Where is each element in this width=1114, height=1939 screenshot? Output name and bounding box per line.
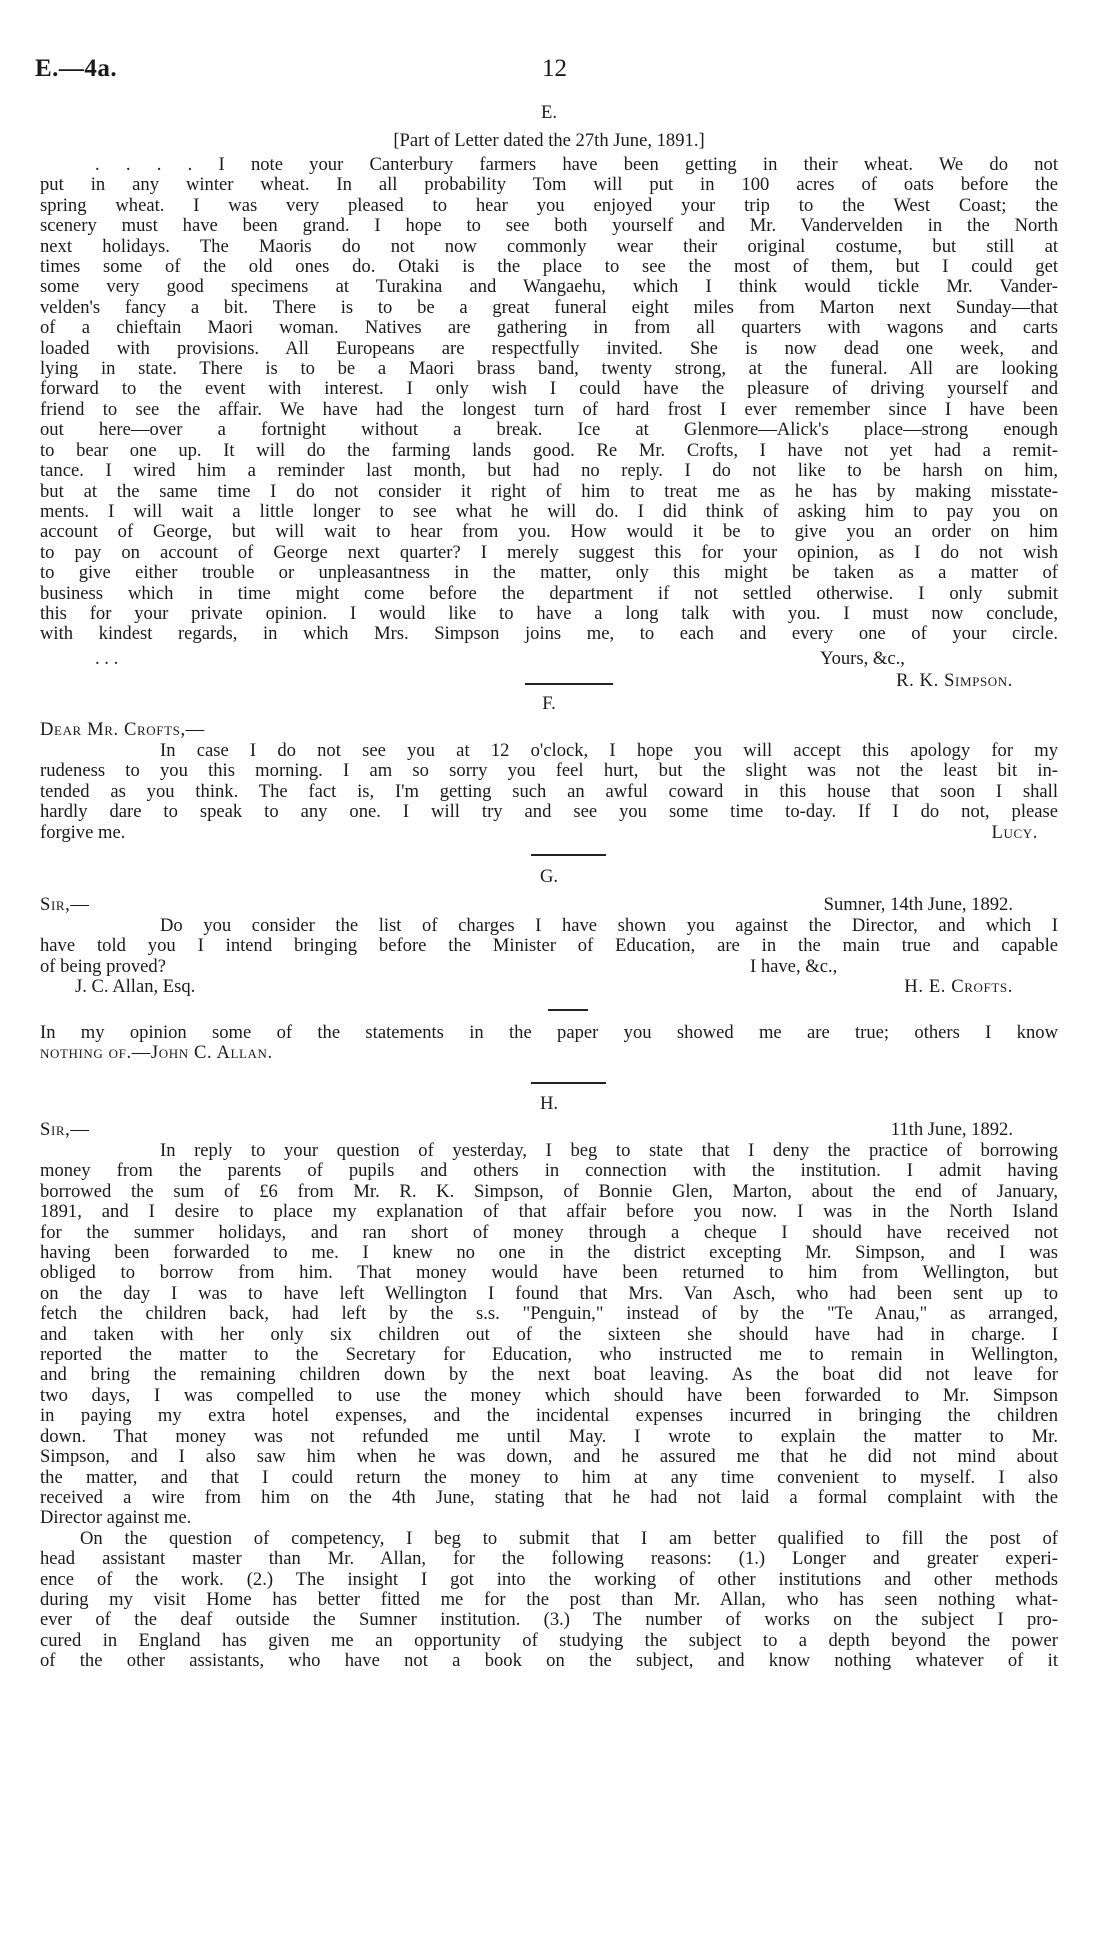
text-line: the matter, and that I could return the money to him at any time convenient to myself. I also — [40, 1466, 1058, 1488]
text-line: velden's fancy a bit. There is to be a great funeral eight miles from Marton next Sunday—that — [40, 296, 1058, 318]
text-line: but at the same time I do not consider it right of him to treat me as he has by making misstate- — [40, 480, 1058, 502]
text-line: on the day I was to have left Wellington I found that Mrs. Van Asch, who had been sent up to — [40, 1282, 1058, 1304]
text-line: of the other assistants, who have not a book on the subject, and know nothing whatever of it — [40, 1650, 1058, 1672]
text-line: In reply to your question of yesterday, I beg to state that I deny the practice of borrowing — [160, 1140, 1058, 1161]
text-line: loaded with provisions. All Europeans are respectfully invited. She is now dead one week, and — [40, 337, 1058, 359]
text-line: to give either trouble or unpleasantness in the matter, only this might be taken as a matter of — [40, 562, 1058, 584]
text-line: borrowed the sum of £6 from Mr. R. K. Simpson, of Bonnie Glen, Marton, about the end of January, — [40, 1180, 1058, 1202]
text-line: fetch the children back, had left by the s.s. "Penguin," instead of by the "Te Anau," as arranged, — [40, 1303, 1058, 1325]
text-line: two days, I was compelled to use the money which should have been forwarded to Mr. Simpson — [40, 1384, 1058, 1406]
text-line: business which in time might come before the department if not settled otherwise. I only submit — [40, 582, 1058, 604]
text-line: of a chieftain Maori woman. Natives are gathering in from all quarters with wagons and carts — [40, 317, 1058, 339]
ellipsis-dots: . . . — [95, 648, 119, 669]
text-line: have told you I intend bringing before the Minister of Education, are in the main true and capable — [40, 935, 1058, 957]
text-line: . . . . I note your Canterbury farmers have been getting in their wheat. We do not — [95, 154, 1058, 175]
text-line: In my opinion some of the statements in the paper you showed me are true; others I know — [40, 1022, 1058, 1043]
text-line: some very good specimens at Turakina and Wangaehu, which I think would tickle Mr. Vander- — [40, 276, 1058, 298]
closing-formula: I have, &c., — [750, 955, 838, 977]
section-h-body — [40, 1141, 1058, 1672]
text-line: In case I do not see you at 12 o'clock, I hope you will accept this apology for my — [160, 740, 1058, 761]
date: 11th June, 1892. — [890, 1119, 1013, 1140]
text-line: with kindest regards, in which Mrs. Simpson joins me, to each and every one of your circle. — [40, 623, 1058, 645]
text-line: for the summer holidays, and ran short of money through a cheque I should have received not — [40, 1221, 1058, 1243]
text-line: 1891, and I desire to place my explanation of that affair before you now. I was in the North Island — [40, 1201, 1058, 1223]
place-date: Sumner, 14th June, 1892. — [823, 894, 1013, 915]
text-line: and taken with her only six children out of the sixteen she should have had in charge. I — [40, 1323, 1058, 1345]
text-line: times some of the old ones do. Otaki is the place to see the most of them, but I could get — [40, 256, 1058, 278]
salutation: Sir,— — [40, 894, 90, 915]
page-number: 12 — [542, 55, 567, 82]
divider-rule — [525, 683, 613, 685]
signature: H. E. Crofts. — [904, 976, 1013, 998]
section-e-body — [40, 155, 1058, 645]
section-e-letter: E. — [540, 102, 557, 123]
divider-rule — [531, 854, 606, 856]
section-g-heading-row — [40, 895, 1058, 915]
signature: R. K. Simpson. — [896, 670, 1013, 691]
text-line: money from the parents of pupils and others in connection with the institution. I admit having — [40, 1160, 1058, 1182]
text-line: obliged to borrow from him. That money would have been returned to him from Wellington, but — [40, 1262, 1058, 1284]
report-reference: E.—4a. — [35, 55, 118, 82]
section-f-letter: F. — [542, 693, 556, 714]
text-line: of being proved? — [40, 955, 166, 977]
section-g-reply — [40, 1023, 1058, 1064]
text-line: Do you consider the list of charges I have shown you against the Director, and which I — [160, 915, 1058, 936]
text-line: head assistant master than Mr. Allan, for the following reasons: (1.) Longer and greater experi- — [40, 1548, 1058, 1570]
text-line: to bear one up. It will do the farming lands good. Re Mr. Crofts, I have not yet had a remit- — [40, 439, 1058, 461]
text-line: account of George, but will wait to hear from you. How would it be to give you an order on him — [40, 521, 1058, 543]
divider-rule — [531, 1082, 606, 1084]
text-line: put in any winter wheat. In all probability Tom will put in 100 acres of oats before the — [40, 174, 1058, 196]
text-line: Director against me. — [40, 1507, 192, 1529]
text-line: next holidays. The Maoris do not now commonly wear their original costume, but still at — [40, 235, 1058, 257]
section-g-letter: G. — [539, 866, 559, 887]
section-h-heading-row — [40, 1120, 1058, 1140]
addressee: J. C. Allan, Esq. — [75, 976, 196, 998]
salutation: Dear Mr. Crofts,— — [40, 719, 205, 740]
text-line: scenery must have been grand. I hope to see both yourself and Mr. Vandervelden in the North — [40, 215, 1058, 237]
text-line: this for your private opinion. I would like to have a long talk with you. I must now conclude, — [40, 602, 1058, 624]
text-line: lying in state. There is to be a Maori brass band, twenty strong, at the funeral. All are looking — [40, 358, 1058, 380]
text-line: to pay on account of George next quarter? I merely suggest this for your opinion, as I do not wish — [40, 541, 1058, 563]
salutation: Sir,— — [40, 1119, 90, 1140]
text-line: hardly dare to speak to any one. I will try and see you some time to-day. If I do not, please — [40, 801, 1058, 823]
reply-signature-line: nothing of.—John C. Allan. — [40, 1042, 273, 1064]
text-line: ments. I will wait a little longer to see what he will do. I did think of asking him to pay you on — [40, 500, 1058, 522]
text-line: spring wheat. I was very pleased to hear you enjoyed your trip to the West Coast; the — [40, 194, 1058, 216]
divider-rule — [548, 1009, 588, 1011]
text-line: reported the matter to the Secretary for Education, who instructed me to remain in Wellington, — [40, 1344, 1058, 1366]
text-line: forgive me. — [40, 821, 126, 843]
section-g-body — [40, 916, 1058, 998]
text-line: out here—over a fortnight without a break. Ice at Glenmore—Alick's place—strong enough — [40, 419, 1058, 441]
text-line: friend to see the affair. We have had the longest turn of hard frost I ever remember since I have been — [40, 398, 1058, 420]
text-line: On the question of competency, I beg to submit that I am better qualified to fill the post of — [80, 1527, 1058, 1549]
text-line: received a wire from him on the 4th June, stating that he had not laid a formal complaint with the — [40, 1486, 1058, 1508]
text-line: Simpson, and I also saw him when he was down, and he assured me that he did not mind about — [40, 1446, 1058, 1468]
section-f-body — [40, 741, 1058, 843]
section-e-caption: [Part of Letter dated the 27th June, 1891.] — [393, 130, 705, 151]
text-line: and bring the remaining children down by the next boat leaving. As the boat did not leave for — [40, 1364, 1058, 1386]
text-line: having been forwarded to me. I knew no one in the district excepting Mr. Simpson, and I was — [40, 1242, 1058, 1264]
text-line: ence of the work. (2.) The insight I got into the working of other institutions and other methods — [40, 1568, 1058, 1590]
text-line: down. That money was not refunded me until May. I wrote to explain the matter to Mr. — [40, 1425, 1058, 1447]
text-line: tance. I wired him a reminder last month, but had no reply. I do not like to be harsh on him, — [40, 460, 1058, 482]
text-line: cured in England has given me an opportunity of studying the subject to a depth beyond the power — [40, 1629, 1058, 1651]
text-line: ever of the deaf outside the Sumner institution. (3.) The number of works on the subject I pro- — [40, 1609, 1058, 1631]
text-line: forward to the event with interest. I only wish I could have the pleasure of driving yourself and — [40, 378, 1058, 400]
text-line: rudeness to you this morning. I am so sorry you feel hurt, but the slight was not the least bit in- — [40, 760, 1058, 782]
section-h-letter: H. — [539, 1093, 559, 1114]
signature: Lucy. — [991, 821, 1038, 843]
text-line: in paying my extra hotel expenses, and the incidental expenses incurred in bringing the children — [40, 1405, 1058, 1427]
text-line: tended as you think. The fact is, I'm getting such an awful coward in this house that soon I shall — [40, 780, 1058, 802]
closing-formula: Yours, &c., — [820, 648, 905, 669]
text-line: during my visit Home has better fitted me for the post than Mr. Allan, who has seen nothing what- — [40, 1588, 1058, 1610]
